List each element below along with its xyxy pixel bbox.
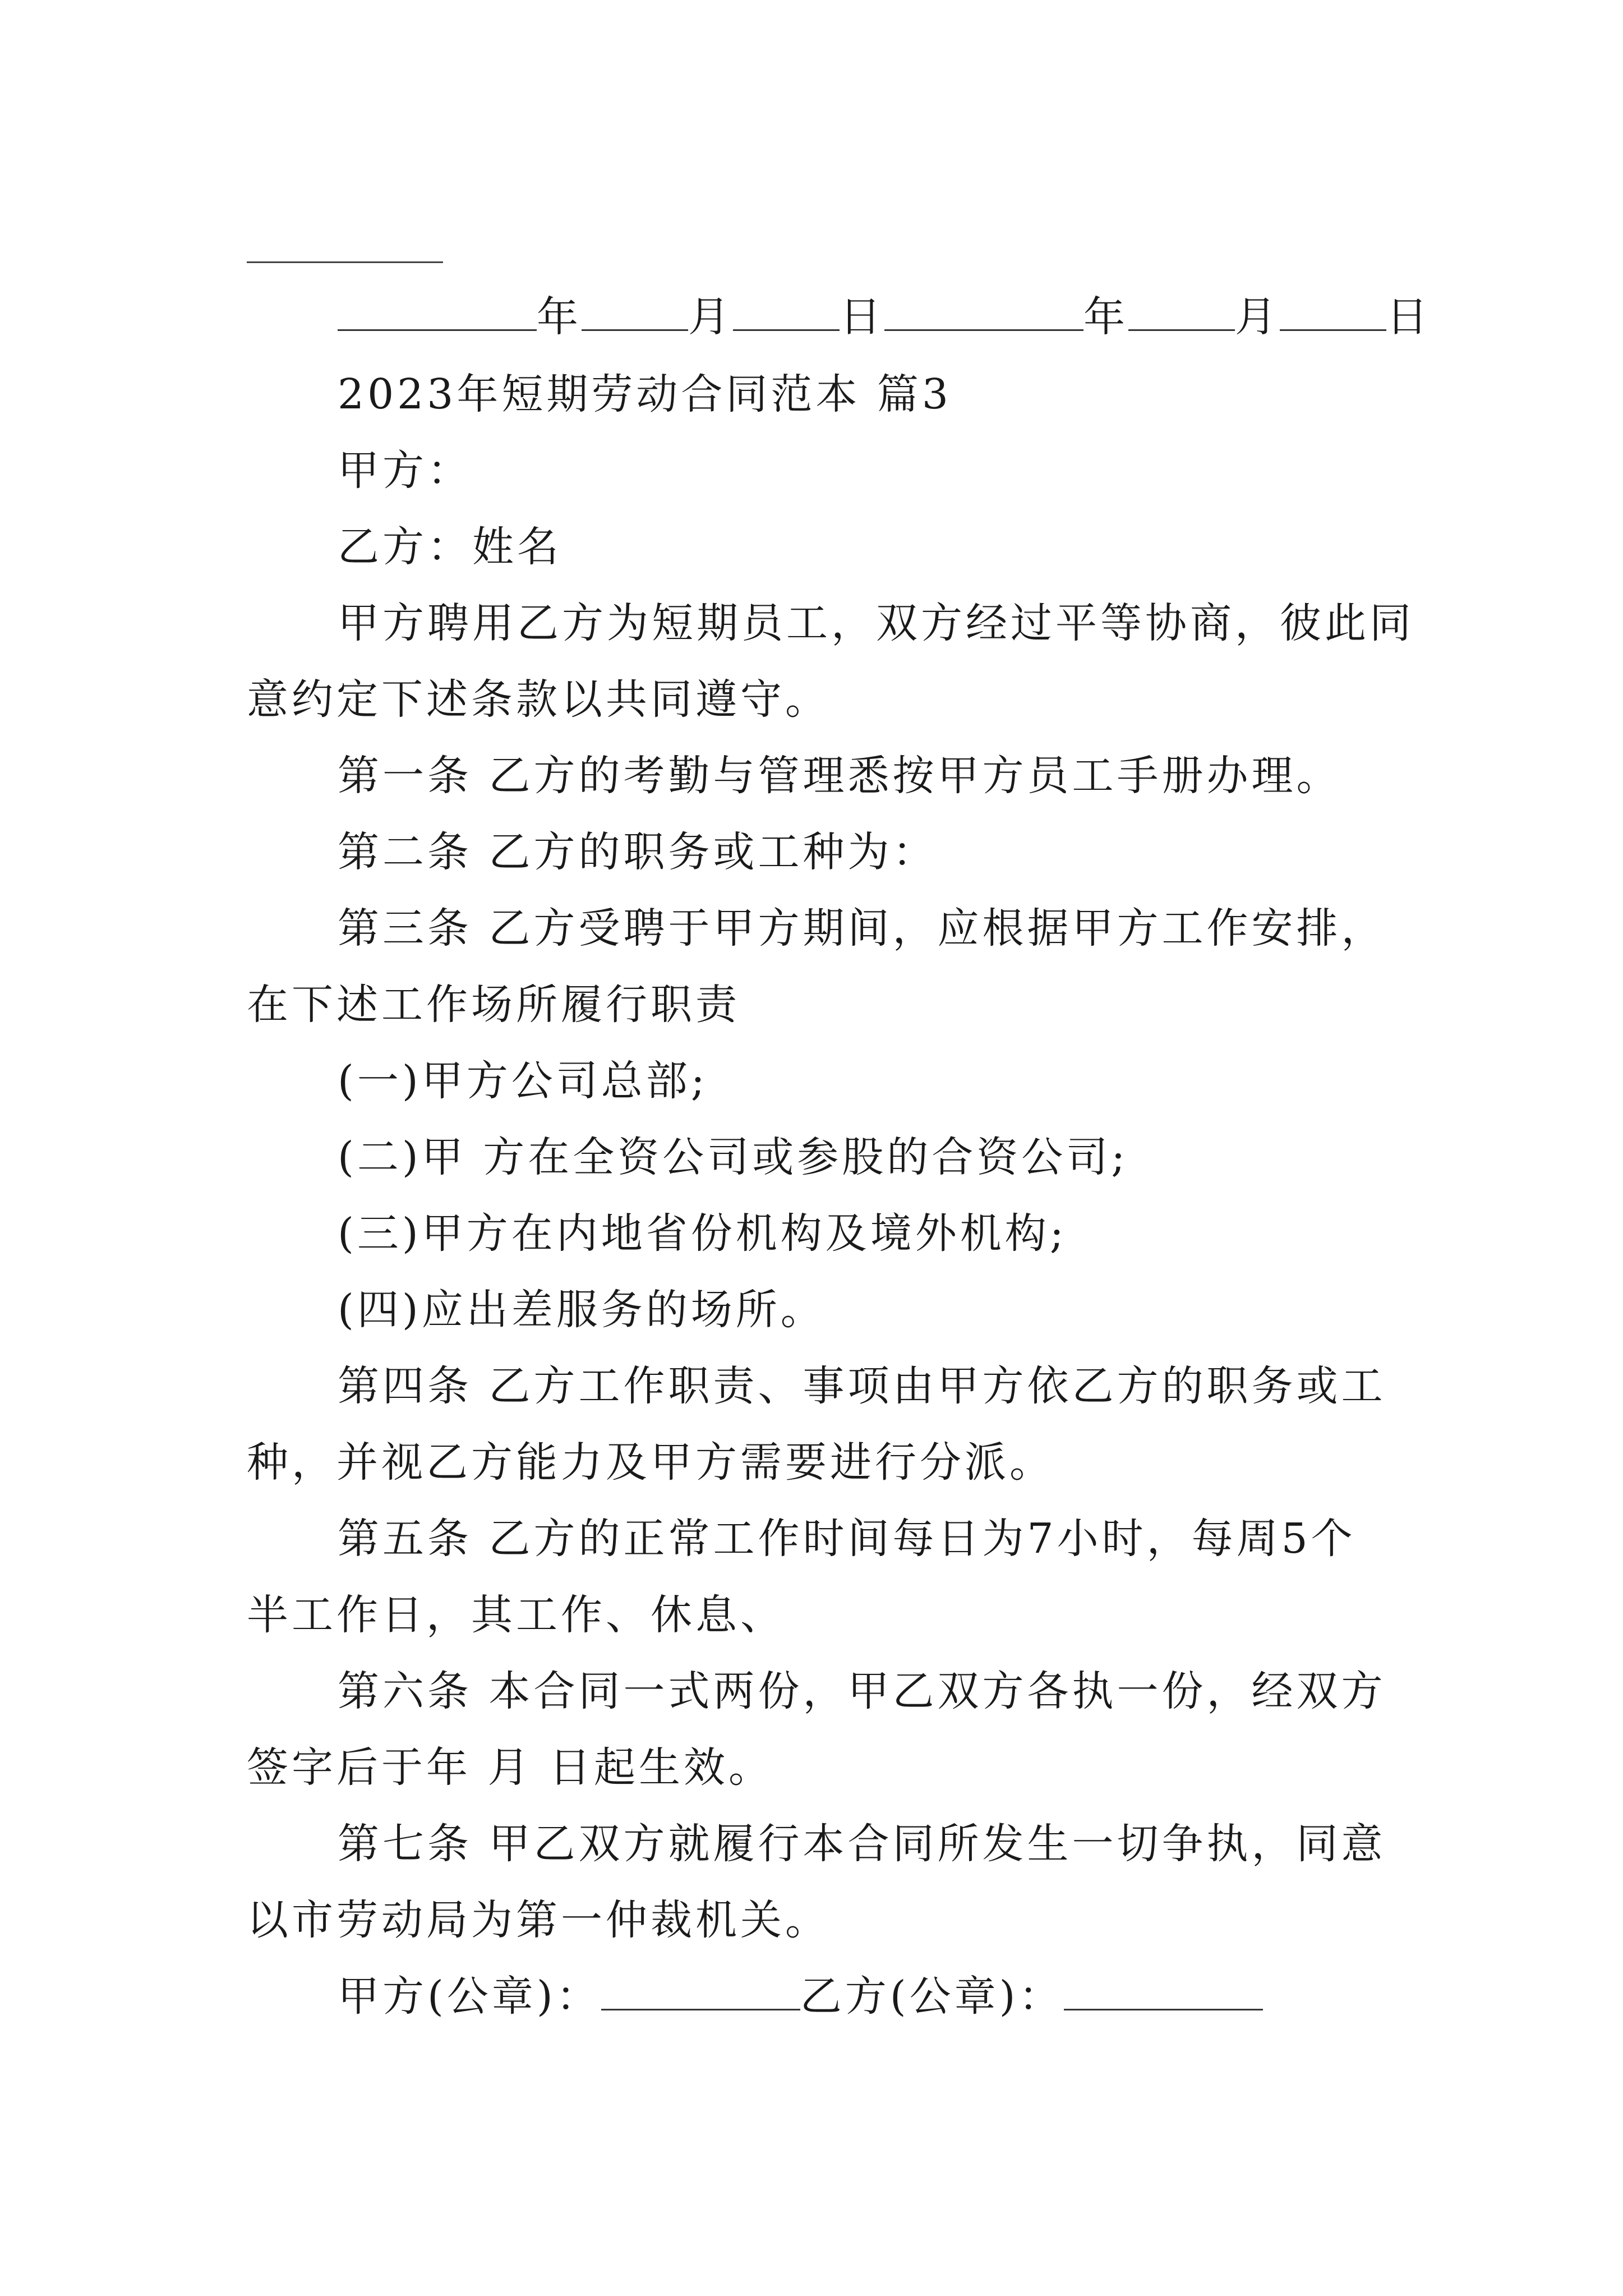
signature-line (338, 1971, 1403, 2022)
article-2: 第二条 乙方的职务或工种为： (338, 828, 938, 876)
article-6-line-1: 第六条 本合同一式两份，甲乙双方各执一份，经双方 (338, 1667, 1386, 1715)
party-b-seal-blank (1064, 1972, 1263, 2010)
month-blank-1 (582, 292, 688, 331)
month-blank-2 (1128, 292, 1235, 331)
day-blank-1 (733, 292, 840, 331)
party-a-seal-label: 甲方(公章)： (338, 1972, 601, 2021)
intro-line-1: 甲方聘用乙方为短期员工，双方经过平等协商，彼此同 (338, 599, 1414, 647)
list-item: (二)甲 方在全资公司或参股的合资公司; (338, 1133, 1129, 1181)
list-item: (一)甲方公司总部; (338, 1057, 708, 1105)
article-1: 第一条 乙方的考勤与管理悉按甲方员工手册办理。 (338, 752, 1341, 800)
article-7-line-1: 第七条 甲乙双方就履行本合同所发生一切争执，同意 (338, 1820, 1386, 1868)
date-line (338, 292, 1431, 342)
year-blank-1 (338, 292, 537, 331)
party-b-seal-label: 乙方(公章)： (800, 1972, 1064, 2021)
article-5-line-2: 半工作日，其工作、休息、 (247, 1591, 785, 1639)
article-5-line-1: 第五条 乙方的正常工作时间每日为7小时，每周5个 (338, 1515, 1356, 1563)
list-item: (四)应出差服务的场所。 (338, 1286, 826, 1334)
month-label-1: 月 (688, 293, 733, 341)
day-label-1: 日 (840, 293, 884, 341)
article-6-line-2: 签字后于年 月 日起生效。 (247, 1743, 774, 1792)
party-b-line: 乙方：姓名 (338, 523, 562, 571)
year-blank-2 (884, 292, 1083, 331)
year-label-1: 年 (537, 293, 582, 341)
article-3-line-1: 第三条 乙方受聘于甲方期间，应根据甲方工作安排， (338, 904, 1386, 953)
document-title: 2023年短期劳动合同范本 篇3 (338, 370, 952, 418)
top-rule (247, 261, 443, 263)
article-3-line-2: 在下述工作场所履行职责 (247, 981, 740, 1029)
year-label-2: 年 (1083, 293, 1128, 341)
intro-line-2: 意约定下述条款以共同遵守。 (247, 675, 830, 724)
article-7-line-2: 以市劳动局为第一仲裁机关。 (247, 1896, 830, 1944)
article-4-line-1: 第四条 乙方工作职责、事项由甲方依乙方的职务或工 (338, 1362, 1386, 1410)
day-label-2: 日 (1386, 293, 1431, 341)
party-a-line: 甲方： (338, 447, 472, 495)
list-item: (三)甲方在内地省份机构及境外机构; (338, 1209, 1067, 1258)
party-a-seal-blank (601, 1972, 800, 2010)
day-blank-2 (1280, 292, 1386, 331)
article-4-line-2: 种，并视乙方能力及甲方需要进行分派。 (247, 1438, 1054, 1487)
month-label-2: 月 (1235, 293, 1280, 341)
